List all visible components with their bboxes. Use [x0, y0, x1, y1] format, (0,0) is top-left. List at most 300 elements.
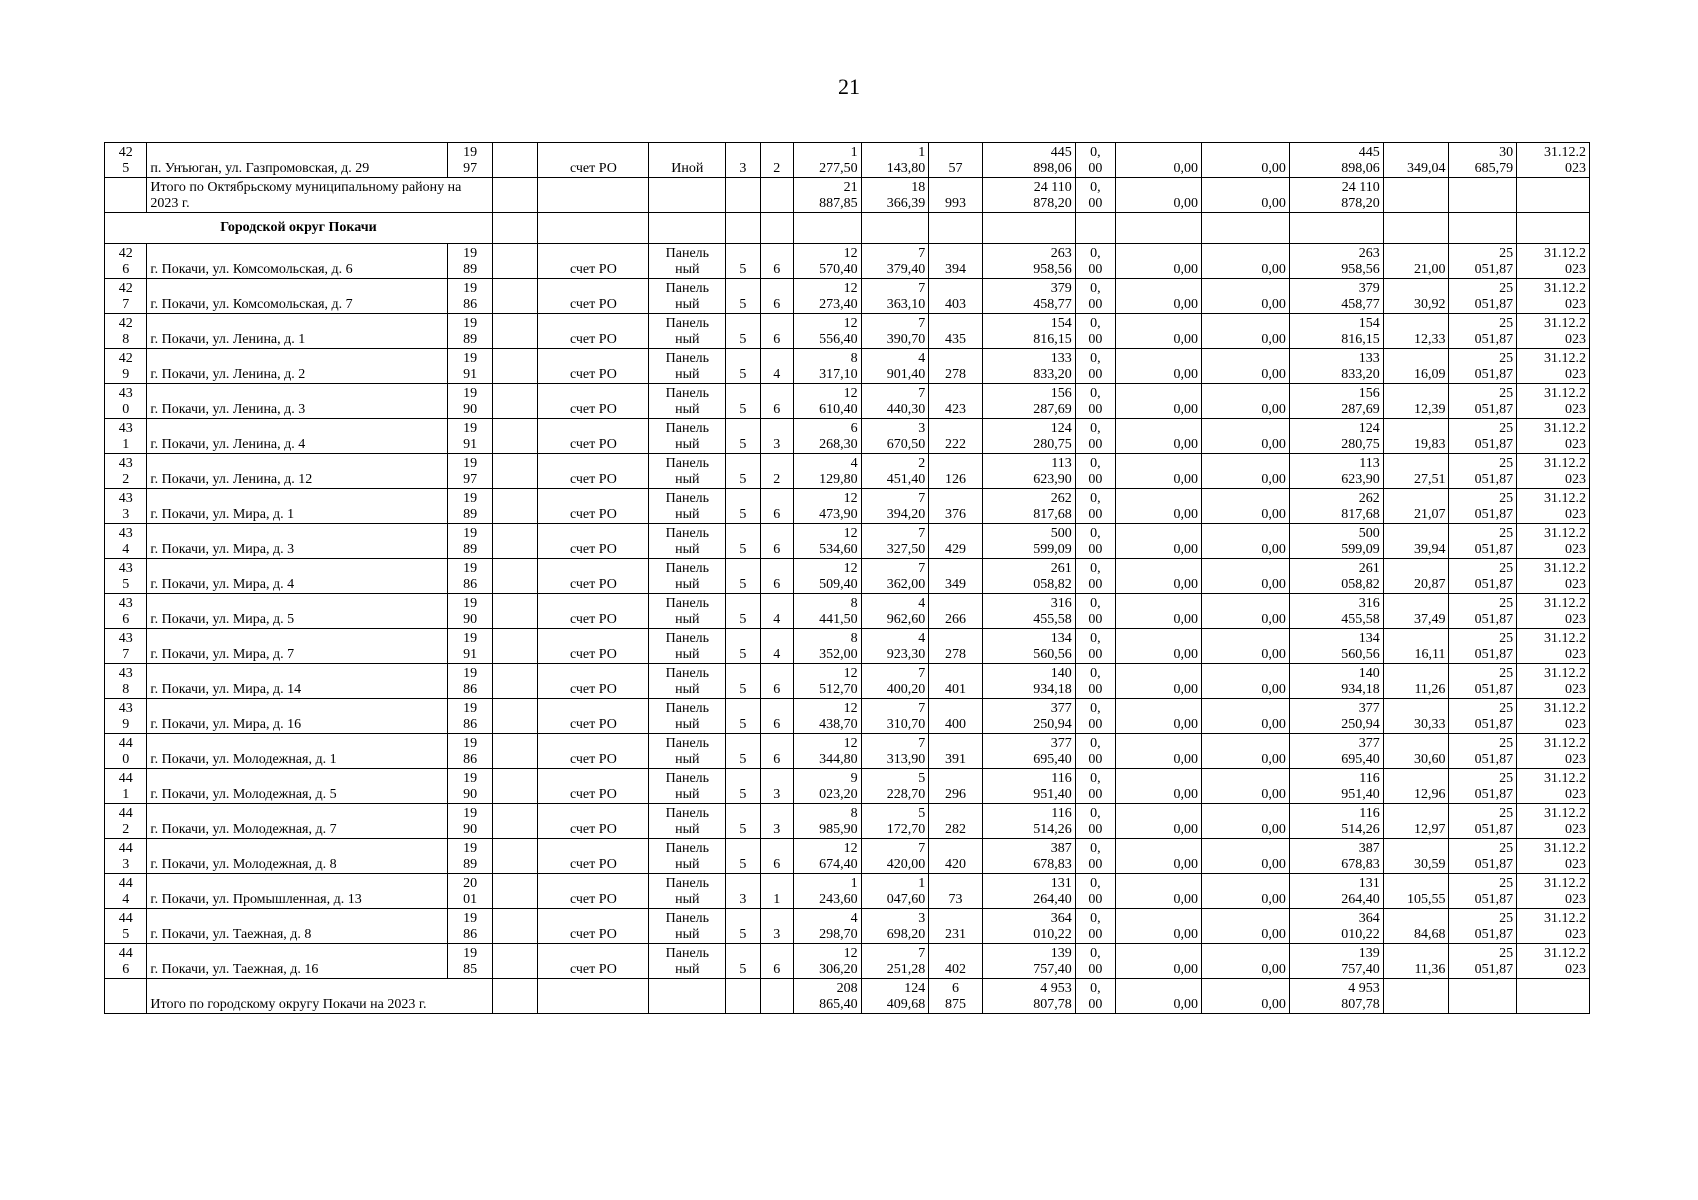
cell-cost-total: 133 833,20: [982, 349, 1075, 384]
cell-area-living: 2 451,40: [861, 454, 929, 489]
cell-entrances: 6: [760, 559, 793, 594]
cell-empty: [492, 839, 537, 874]
cell-material: Панель ный: [649, 909, 726, 944]
cell-address: г. Покачи, ул. Мира, д. 16: [147, 699, 448, 734]
cell-year: 19 91: [448, 419, 492, 454]
cell-area-living: 1 143,80: [861, 143, 929, 178]
cell-residents: 376: [929, 489, 983, 524]
cell-cost-total: 262 817,68: [982, 489, 1075, 524]
cell-address: г. Покачи, ул. Молодежная, д. 1: [147, 734, 448, 769]
cell-material: Панель ный: [649, 489, 726, 524]
cell-cost-local: 0,00: [1201, 909, 1289, 944]
cell-cost-local: 0,00: [1201, 419, 1289, 454]
cell-cost-owners: 124 280,75: [1289, 419, 1383, 454]
cell-number: 44 1: [105, 769, 147, 804]
cell-residents: 231: [929, 909, 983, 944]
cell-cost-total: 263 958,56: [982, 244, 1075, 279]
cell-year: 19 90: [448, 384, 492, 419]
cell-floors: 5: [726, 629, 760, 664]
cell-cost-fed: 0, 00: [1075, 594, 1115, 629]
cell-material: Панель ный: [649, 314, 726, 349]
cell-number: 42 9: [105, 349, 147, 384]
cell-area-total: 12 556,40: [793, 314, 861, 349]
table-row: [105, 143, 1590, 178]
table-row: [105, 839, 1590, 874]
cell-cost-local: 0,00: [1201, 769, 1289, 804]
cell-number: 43 5: [105, 559, 147, 594]
cell-entrances: 6: [760, 699, 793, 734]
cell-cost-owners: 134 560,56: [1289, 629, 1383, 664]
cell-cost-region: 0,00: [1116, 489, 1202, 524]
cell-area-total: 12 509,40: [793, 559, 861, 594]
cell-number: 42 8: [105, 314, 147, 349]
cell-cost-owners: 263 958,56: [1289, 244, 1383, 279]
cell-number: 43 9: [105, 699, 147, 734]
cell-fund: счет РО: [538, 699, 649, 734]
cell-cost-local: 0,00: [1201, 143, 1289, 178]
cell-area-living: 5 228,70: [861, 769, 929, 804]
cell-empty: [492, 594, 537, 629]
cell-empty: [1517, 178, 1590, 213]
cell-material: Панель ный: [649, 524, 726, 559]
cell-residents: 435: [929, 314, 983, 349]
cell-cost-local: 0,00: [1201, 279, 1289, 314]
table-row: [105, 734, 1590, 769]
cell-empty: [492, 524, 537, 559]
table-row: [105, 664, 1590, 699]
cell-entrances: 4: [760, 594, 793, 629]
cell-area-living: 7 440,30: [861, 384, 929, 419]
cell-year: 19 86: [448, 909, 492, 944]
cell-cost-limit: 25 051,87: [1449, 734, 1517, 769]
cell-cost-total: 445 898,06: [982, 143, 1075, 178]
cell-fund: счет РО: [538, 279, 649, 314]
cell-cost-total: 377 250,94: [982, 699, 1075, 734]
cell-residents: 222: [929, 419, 983, 454]
cell-address: г. Покачи, ул. Ленина, д. 4: [147, 419, 448, 454]
cell-cost-local: 0,00: [1201, 384, 1289, 419]
cell-cost-per-m2: 30,59: [1383, 839, 1449, 874]
cell-empty: [982, 213, 1075, 244]
section-title: Городской округ Покачи: [105, 213, 493, 244]
cell-cost-fed: 0, 00: [1075, 699, 1115, 734]
total-residents: 993: [929, 178, 983, 213]
cell-entrances: 6: [760, 734, 793, 769]
cell-cost-fed: 0, 00: [1075, 734, 1115, 769]
cell-area-total: 12 438,70: [793, 699, 861, 734]
cell-cost-owners: 154 816,15: [1289, 314, 1383, 349]
cell-year: 19 89: [448, 839, 492, 874]
cell-cost-fed: 0, 00: [1075, 909, 1115, 944]
cell-cost-total: 134 560,56: [982, 629, 1075, 664]
cell-cost-region: 0,00: [1116, 944, 1202, 979]
cell-empty: [492, 489, 537, 524]
cell-cost-fed: 0, 00: [1075, 804, 1115, 839]
table-row: [105, 594, 1590, 629]
cell-address: г. Покачи, ул. Комсомольская, д. 7: [147, 279, 448, 314]
cell-empty: [1383, 213, 1449, 244]
cell-area-living: 7 251,28: [861, 944, 929, 979]
cell-residents: 73: [929, 874, 983, 909]
cell-year: 19 86: [448, 279, 492, 314]
total-label: Итого по Октябрьскому муниципальному району на 2023 г.: [147, 178, 492, 213]
cell-empty: [538, 213, 649, 244]
cell-cost-per-m2: 12,33: [1383, 314, 1449, 349]
cell-cost-per-m2: 21,00: [1383, 244, 1449, 279]
table-body: [105, 143, 1590, 1014]
table-row: [105, 804, 1590, 839]
cell-empty: [492, 244, 537, 279]
cell-area-total: 8 985,90: [793, 804, 861, 839]
cell-empty: [649, 979, 726, 1014]
cell-area-living: 5 172,70: [861, 804, 929, 839]
cell-cost-limit: 25 051,87: [1449, 629, 1517, 664]
cell-number: 43 7: [105, 629, 147, 664]
table-row: [105, 874, 1590, 909]
cell-cost-owners: 500 599,09: [1289, 524, 1383, 559]
cell-empty: [1201, 213, 1289, 244]
cell-deadline: 31.12.2 023: [1517, 804, 1590, 839]
cell-area-living: 7 420,00: [861, 839, 929, 874]
cell-address: г. Покачи, ул. Таежная, д. 16: [147, 944, 448, 979]
cell-area-total: 6 268,30: [793, 419, 861, 454]
cell-empty: [492, 804, 537, 839]
cell-empty: [492, 909, 537, 944]
cell-area-living: 7 327,50: [861, 524, 929, 559]
cell-cost-per-m2: 105,55: [1383, 874, 1449, 909]
table-row: [105, 419, 1590, 454]
cell-area-total: 1 277,50: [793, 143, 861, 178]
cell-cost-per-m2: 39,94: [1383, 524, 1449, 559]
cell-empty: [929, 213, 983, 244]
cell-fund: счет РО: [538, 594, 649, 629]
cell-cost-owners: 445 898,06: [1289, 143, 1383, 178]
total-cost-owners: 24 110 878,20: [1289, 178, 1383, 213]
cell-address: г. Покачи, ул. Мира, д. 7: [147, 629, 448, 664]
total-residents: 6 875: [929, 979, 983, 1014]
cell-empty: [492, 419, 537, 454]
cell-cost-limit: 30 685,79: [1449, 143, 1517, 178]
cell-empty: [538, 178, 649, 213]
cell-floors: 3: [726, 874, 760, 909]
table-row: [105, 559, 1590, 594]
cell-year: 19 89: [448, 524, 492, 559]
cell-number: 44 5: [105, 909, 147, 944]
total-area-total: 208 865,40: [793, 979, 861, 1014]
cell-cost-local: 0,00: [1201, 489, 1289, 524]
cell-empty: [1449, 178, 1517, 213]
cell-number: 43 8: [105, 664, 147, 699]
cell-floors: 5: [726, 594, 760, 629]
cell-number: 42 6: [105, 244, 147, 279]
cell-empty: [492, 559, 537, 594]
cell-material: Панель ный: [649, 804, 726, 839]
cell-empty: [492, 178, 537, 213]
cell-cost-per-m2: 30,60: [1383, 734, 1449, 769]
cell-fund: счет РО: [538, 909, 649, 944]
cell-deadline: 31.12.2 023: [1517, 594, 1590, 629]
cell-cost-owners: 133 833,20: [1289, 349, 1383, 384]
cell-empty: [538, 979, 649, 1014]
cell-material: Панель ный: [649, 594, 726, 629]
cell-area-living: 7 379,40: [861, 244, 929, 279]
cell-residents: 349: [929, 559, 983, 594]
total-cost-local: 0,00: [1201, 979, 1289, 1014]
table-row: [105, 489, 1590, 524]
cell-cost-limit: 25 051,87: [1449, 664, 1517, 699]
cell-area-living: 7 363,10: [861, 279, 929, 314]
cell-material: Панель ный: [649, 839, 726, 874]
cell-cost-owners: 116 514,26: [1289, 804, 1383, 839]
cell-fund: счет РО: [538, 559, 649, 594]
cell-floors: 5: [726, 489, 760, 524]
cell-cost-limit: 25 051,87: [1449, 349, 1517, 384]
cell-empty: [760, 213, 793, 244]
cell-address: г. Покачи, ул. Мира, д. 4: [147, 559, 448, 594]
cell-address: г. Покачи, ул. Ленина, д. 3: [147, 384, 448, 419]
cell-cost-per-m2: 30,92: [1383, 279, 1449, 314]
cell-material: Панель ный: [649, 419, 726, 454]
cell-residents: 400: [929, 699, 983, 734]
cell-cost-fed: 0, 00: [1075, 349, 1115, 384]
cell-cost-per-m2: 21,07: [1383, 489, 1449, 524]
cell-cost-limit: 25 051,87: [1449, 559, 1517, 594]
cell-entrances: 6: [760, 279, 793, 314]
cell-number: 44 4: [105, 874, 147, 909]
cell-area-living: 1 047,60: [861, 874, 929, 909]
cell-area-total: 8 317,10: [793, 349, 861, 384]
cell-area-total: 8 352,00: [793, 629, 861, 664]
cell-cost-per-m2: 349,04: [1383, 143, 1449, 178]
cell-empty: [1517, 979, 1590, 1014]
cell-cost-total: 113 623,90: [982, 454, 1075, 489]
cell-cost-per-m2: 20,87: [1383, 559, 1449, 594]
cell-cost-total: 131 264,40: [982, 874, 1075, 909]
cell-cost-region: 0,00: [1116, 524, 1202, 559]
cell-address: г. Покачи, ул. Ленина, д. 1: [147, 314, 448, 349]
cell-fund: счет РО: [538, 874, 649, 909]
total-area-living: 124 409,68: [861, 979, 929, 1014]
cell-cost-fed: 0, 00: [1075, 384, 1115, 419]
cell-cost-owners: 316 455,58: [1289, 594, 1383, 629]
cell-cost-local: 0,00: [1201, 804, 1289, 839]
cell-empty: [726, 178, 760, 213]
cell-empty: [105, 178, 147, 213]
cell-entrances: 6: [760, 489, 793, 524]
cell-cost-total: 500 599,09: [982, 524, 1075, 559]
cell-cost-region: 0,00: [1116, 839, 1202, 874]
capital-repair-table: [104, 142, 1590, 1014]
cell-area-living: 7 390,70: [861, 314, 929, 349]
cell-floors: 5: [726, 454, 760, 489]
cell-empty: [492, 944, 537, 979]
cell-cost-total: 364 010,22: [982, 909, 1075, 944]
cell-number: 43 4: [105, 524, 147, 559]
cell-cost-region: 0,00: [1116, 629, 1202, 664]
cell-fund: счет РО: [538, 664, 649, 699]
cell-area-total: 12 512,70: [793, 664, 861, 699]
cell-material: Панель ный: [649, 874, 726, 909]
total-cost-total: 4 953 807,78: [982, 979, 1075, 1014]
cell-floors: 5: [726, 279, 760, 314]
cell-cost-limit: 25 051,87: [1449, 384, 1517, 419]
cell-cost-region: 0,00: [1116, 874, 1202, 909]
cell-cost-local: 0,00: [1201, 629, 1289, 664]
cell-material: Панель ный: [649, 629, 726, 664]
section-header-row: [105, 213, 1590, 244]
cell-year: 19 91: [448, 349, 492, 384]
cell-area-total: 12 306,20: [793, 944, 861, 979]
cell-year: 19 86: [448, 559, 492, 594]
cell-cost-limit: 25 051,87: [1449, 594, 1517, 629]
cell-year: 20 01: [448, 874, 492, 909]
cell-fund: счет РО: [538, 454, 649, 489]
cell-deadline: 31.12.2 023: [1517, 559, 1590, 594]
cell-area-total: 12 674,40: [793, 839, 861, 874]
cell-number: 42 7: [105, 279, 147, 314]
cell-cost-limit: 25 051,87: [1449, 909, 1517, 944]
cell-floors: 5: [726, 384, 760, 419]
cell-area-total: 12 344,80: [793, 734, 861, 769]
table-row: [105, 769, 1590, 804]
cell-floors: 3: [726, 143, 760, 178]
cell-residents: 57: [929, 143, 983, 178]
cell-empty: [492, 279, 537, 314]
cell-cost-limit: 25 051,87: [1449, 279, 1517, 314]
cell-empty: [492, 979, 537, 1014]
cell-address: г. Покачи, ул. Молодежная, д. 7: [147, 804, 448, 839]
cell-address: г. Покачи, ул. Комсомольская, д. 6: [147, 244, 448, 279]
cell-cost-owners: 261 058,82: [1289, 559, 1383, 594]
cell-cost-total: 261 058,82: [982, 559, 1075, 594]
cell-fund: счет РО: [538, 629, 649, 664]
cell-year: 19 90: [448, 804, 492, 839]
cell-empty: [1383, 178, 1449, 213]
cell-fund: счет РО: [538, 314, 649, 349]
cell-material: Панель ный: [649, 769, 726, 804]
cell-empty: [492, 349, 537, 384]
cell-cost-region: 0,00: [1116, 769, 1202, 804]
cell-empty: [1075, 213, 1115, 244]
cell-cost-owners: 113 623,90: [1289, 454, 1383, 489]
cell-cost-per-m2: 37,49: [1383, 594, 1449, 629]
cell-floors: 5: [726, 664, 760, 699]
cell-cost-limit: 25 051,87: [1449, 874, 1517, 909]
cell-empty: [492, 664, 537, 699]
cell-cost-region: 0,00: [1116, 143, 1202, 178]
cell-fund: счет РО: [538, 384, 649, 419]
cell-deadline: 31.12.2 023: [1517, 909, 1590, 944]
cell-deadline: 31.12.2 023: [1517, 454, 1590, 489]
cell-deadline: 31.12.2 023: [1517, 839, 1590, 874]
cell-cost-owners: 262 817,68: [1289, 489, 1383, 524]
cell-floors: 5: [726, 839, 760, 874]
cell-number: 43 2: [105, 454, 147, 489]
cell-cost-limit: 25 051,87: [1449, 419, 1517, 454]
cell-entrances: 6: [760, 314, 793, 349]
cell-deadline: 31.12.2 023: [1517, 769, 1590, 804]
cell-floors: 5: [726, 944, 760, 979]
cell-empty: [105, 979, 147, 1014]
cell-residents: 423: [929, 384, 983, 419]
cell-area-total: 8 441,50: [793, 594, 861, 629]
cell-entrances: 6: [760, 524, 793, 559]
cell-entrances: 3: [760, 909, 793, 944]
cell-cost-region: 0,00: [1116, 349, 1202, 384]
cell-cost-fed: 0, 00: [1075, 559, 1115, 594]
cell-year: 19 86: [448, 734, 492, 769]
cell-cost-per-m2: 16,09: [1383, 349, 1449, 384]
cell-cost-per-m2: 11,26: [1383, 664, 1449, 699]
cell-cost-owners: 116 951,40: [1289, 769, 1383, 804]
cell-cost-limit: 25 051,87: [1449, 489, 1517, 524]
cell-area-total: 12 534,60: [793, 524, 861, 559]
cell-cost-per-m2: 16,11: [1383, 629, 1449, 664]
cell-cost-limit: 25 051,87: [1449, 944, 1517, 979]
cell-floors: 5: [726, 804, 760, 839]
cell-cost-fed: 0, 00: [1075, 524, 1115, 559]
table-row: [105, 384, 1590, 419]
cell-empty: [1449, 979, 1517, 1014]
cell-address: г. Покачи, ул. Мира, д. 5: [147, 594, 448, 629]
cell-residents: 126: [929, 454, 983, 489]
cell-cost-region: 0,00: [1116, 279, 1202, 314]
cell-empty: [492, 699, 537, 734]
cell-cost-fed: 0, 00: [1075, 944, 1115, 979]
cell-deadline: 31.12.2 023: [1517, 664, 1590, 699]
cell-cost-owners: 377 695,40: [1289, 734, 1383, 769]
cell-material: Панель ный: [649, 734, 726, 769]
cell-cost-total: 124 280,75: [982, 419, 1075, 454]
cell-residents: 266: [929, 594, 983, 629]
cell-entrances: 1: [760, 874, 793, 909]
cell-year: 19 97: [448, 454, 492, 489]
cell-empty: [492, 454, 537, 489]
cell-fund: счет РО: [538, 839, 649, 874]
cell-year: 19 86: [448, 699, 492, 734]
total-area-living: 18 366,39: [861, 178, 929, 213]
cell-fund: счет РО: [538, 349, 649, 384]
cell-area-living: 4 962,60: [861, 594, 929, 629]
cell-empty: [861, 213, 929, 244]
cell-empty: [1517, 213, 1590, 244]
cell-empty: [492, 629, 537, 664]
table-row: [105, 244, 1590, 279]
table-row: [105, 944, 1590, 979]
cell-floors: 5: [726, 419, 760, 454]
cell-area-living: 7 394,20: [861, 489, 929, 524]
cell-cost-local: 0,00: [1201, 839, 1289, 874]
cell-empty: [1116, 213, 1202, 244]
cell-cost-local: 0,00: [1201, 244, 1289, 279]
cell-number: 42 5: [105, 143, 147, 178]
cell-residents: 278: [929, 629, 983, 664]
cell-material: Иной: [649, 143, 726, 178]
cell-cost-fed: 0, 00: [1075, 664, 1115, 699]
cell-address: г. Покачи, ул. Промышленная, д. 13: [147, 874, 448, 909]
cell-cost-fed: 0, 00: [1075, 279, 1115, 314]
total-cost-region: 0,00: [1116, 178, 1202, 213]
cell-empty: [492, 143, 537, 178]
cell-cost-per-m2: 27,51: [1383, 454, 1449, 489]
total-cost-fed: 0, 00: [1075, 178, 1115, 213]
cell-material: Панель ный: [649, 349, 726, 384]
cell-address: г. Покачи, ул. Ленина, д. 12: [147, 454, 448, 489]
table-row: [105, 279, 1590, 314]
cell-area-total: 12 473,90: [793, 489, 861, 524]
cell-cost-total: 316 455,58: [982, 594, 1075, 629]
cell-empty: [726, 979, 760, 1014]
